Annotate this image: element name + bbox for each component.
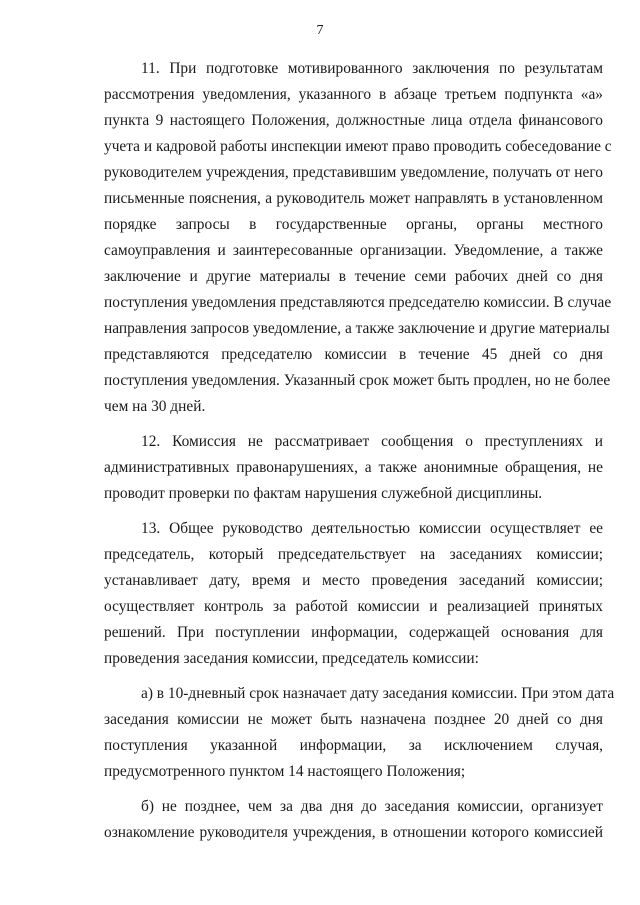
text-line: заседания комиссии не может быть назначена позднее 20 дней со дня <box>104 711 603 728</box>
text-line: поступления уведомления. Указанный срок может быть продлен, но не более <box>104 372 611 389</box>
text-line: порядке запросы в государственные органы, органы местного <box>104 216 603 233</box>
text-line: предусмотренного пунктом 14 настоящего Положения; <box>104 763 466 780</box>
text-line: проведения заседания комиссии, председатель комиссии: <box>104 650 479 667</box>
text-line: чем на 30 дней. <box>104 398 206 415</box>
paragraph-13b <box>104 794 603 846</box>
text-line: поступления указанной информации, за исключением случая, <box>104 737 603 754</box>
text-line: руководителем учреждения, представившим уведомление, получать от него <box>104 164 603 181</box>
text-line: ознакомление руководителя учреждения, в отношении которого комиссией <box>104 824 603 841</box>
text-line: учета и кадровой работы инспекции имеют право проводить собеседование с <box>104 138 612 155</box>
paragraph-spacer <box>104 507 603 516</box>
text-line: решений. При поступлении информации, содержащей основания для <box>104 624 603 641</box>
text-line: направления запросов уведомление, а также заключение и другие материалы <box>104 320 610 337</box>
paragraph-13a <box>104 681 615 785</box>
paragraph-11 <box>104 56 612 420</box>
text-line: поступления уведомления представляются председателю комиссии. В случае <box>104 294 612 311</box>
text-line: 13. Общее руководство деятельностью комиссии осуществляет ее <box>141 520 603 537</box>
text-line: 12. Комиссия не рассматривает сообщения о преступлениях и <box>141 433 603 450</box>
text-line: осуществляет контроль за работой комиссии и реализацией принятых <box>104 598 603 615</box>
text-line: письменные пояснения, а руководитель может направлять в установленном <box>104 190 603 207</box>
text-line: 11. При подготовке мотивированного заключения по результатам <box>141 60 603 77</box>
document-body <box>104 56 615 846</box>
text-line: административных правонарушениях, а также анонимные обращения, не <box>104 459 603 476</box>
text-line: представляются председателю комиссии в течение 45 дней со дня <box>104 346 603 363</box>
paragraph-spacer <box>104 420 603 429</box>
text-line: устанавливает дату, время и место проведения заседаний комиссии; <box>104 572 603 589</box>
page-number: 7 <box>316 23 324 38</box>
text-line: пункта 9 настоящего Положения, должностные лица отдела финансового <box>104 112 603 129</box>
text-line: рассмотрения уведомления, указанного в абзаце третьем подпункта «а» <box>104 86 603 103</box>
text-line: самоуправления и заинтересованные организации. Уведомление, а также <box>104 242 603 259</box>
text-line: заключение и другие материалы в течение семи рабочих дней со дня <box>104 268 603 285</box>
text-line: проводит проверки по фактам нарушения служебной дисциплины. <box>104 485 543 502</box>
text-line: б) не позднее, чем за два дня до заседания комиссии, организует <box>141 798 603 815</box>
paragraph-13 <box>104 516 603 672</box>
paragraph-spacer <box>104 785 603 794</box>
text-line: а) в 10-дневный срок назначает дату заседания комиссии. При этом дата <box>141 685 615 702</box>
paragraph-12 <box>104 429 603 507</box>
text-line: председатель, который председательствует на заседаниях комиссии; <box>104 546 603 563</box>
paragraph-spacer <box>104 672 603 681</box>
